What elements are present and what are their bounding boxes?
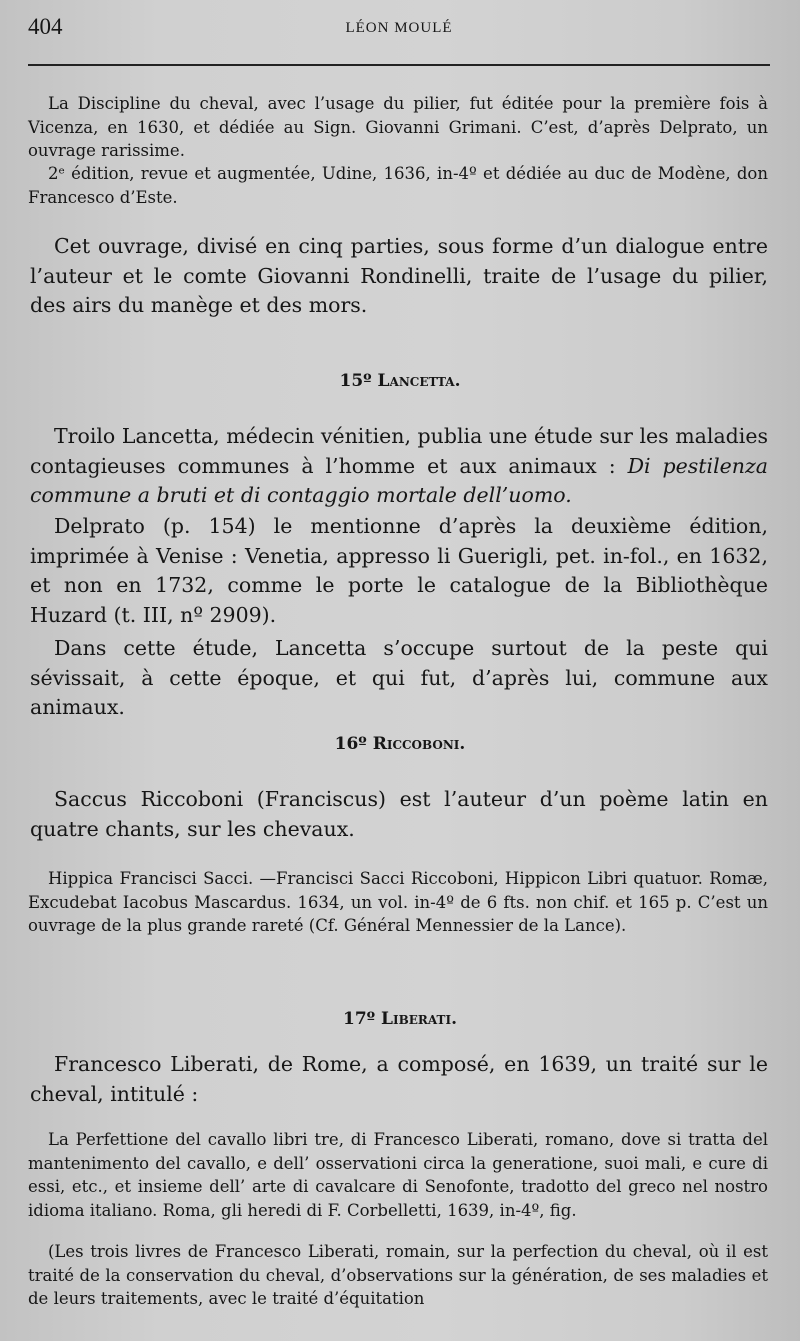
paragraph-peste: Dans cette étude, Lancetta s’occupe surtout de la peste qui sévissait, à cette époque, et qui fut, d’après lui, commune aux animaux.: [30, 636, 768, 719]
paragraph-delprato: Delprato (p. 154) le mentionne d’après la deuxième édition, imprimée à Venise : Venetia, appresso li Guerigli, pet. in-fol., en 1632, et non en 1732, comme le porte le catalogue de la Bibliothèque Huzard (t. III, nº 2909).: [30, 514, 768, 627]
paragraph-discipline: La Discipline du cheval, avec l’usage du pilier, fut éditée pour la première fois à Vicenza, en 1630, et dédiée au Sign. Giovanni Grimani. C’est, d’après Delprato, un ouvrage rarissime.: [28, 94, 768, 160]
header-rule: [28, 64, 770, 66]
page-header: [28, 14, 770, 54]
paragraph-hippica: Hippica Francisci Sacci. —Francisci Sacci Riccoboni, Hippicon Libri quatuor. Romæ, Excudebat Iacobus Mascardus. 1634, un vol. in-4º de 6 fts. non chif. et 165 p. C’est un ouvrage de la plus grande rareté (Cf. Général Mennessier de la Lance).: [28, 869, 768, 935]
paragraph-lancetta-title: Di pestilenza commune a bruti et di contaggio mortale dell’uomo.: [30, 453, 768, 507]
paragraph-liberati: Francesco Liberati, de Rome, a composé, en 1639, un traité sur le cheval, intitulé :: [30, 1052, 768, 1106]
paragraph-riccoboni: Saccus Riccoboni (Franciscus) est l’auteur d’un poème latin en quatre chants, sur les chevaux.: [30, 787, 768, 841]
paragraph-translation: (Les trois livres de Francesco Liberati, romain, sur la perfection du cheval, où il est traité de la conservation du cheval, d’observations sur la génération, de ses maladies et de leurs traitements, avec le traité d’équitation: [28, 1242, 768, 1308]
section-heading-riccoboni: 16º Riccoboni.: [334, 734, 466, 754]
paragraph-ouvrage: Cet ouvrage, divisé en cinq parties, sous forme d’un dialogue entre l’auteur et le comte Giovanni Rondinelli, traite de l’usage du pilier, des airs du manège et des mors.: [30, 234, 768, 317]
running-title: LÉON MOULÉ: [345, 20, 453, 36]
section-heading-lancetta: 15º Lancetta.: [339, 371, 461, 391]
paragraph-lancetta: [30, 422, 768, 511]
section-heading-liberati: 17º Liberati.: [342, 1009, 458, 1029]
paragraph-lancetta-text: Troilo Lancetta, médecin vénitien, publia une étude sur les maladies contagieuses communes à l’homme et aux animaux :: [30, 424, 768, 478]
paragraph-perfettione: La Perfettione del cavallo libri tre, di Francesco Liberati, romano, dove si tratta del mantenimento del cavallo, e dell’ osservationi circa la generatione, suoi mali, e cure di essi, etc., et insieme dell’ arte di cavalcare di Senofonte, tradotto del greco nel nostro idioma italiano. Roma, gli heredi di F. Corbelletti, 1639, in-4º, fig.: [28, 1130, 768, 1220]
paragraph-second-edition: 2ᵉ édition, revue et augmentée, Udine, 1636, in-4º et dédiée au duc de Modène, don Francesco d’Este.: [28, 164, 768, 207]
page-number: 404: [28, 14, 63, 39]
